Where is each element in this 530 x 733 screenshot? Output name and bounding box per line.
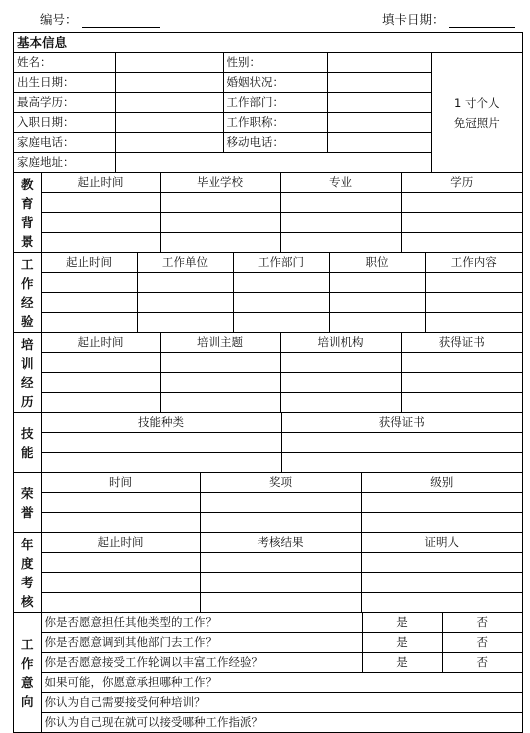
table-cell[interactable]	[41, 373, 160, 393]
home-phone-label: 家庭电话：	[14, 133, 115, 153]
entry-date-label: 入职日期：	[14, 113, 115, 133]
form-number-field[interactable]	[82, 13, 160, 28]
column-header: 起止时间	[41, 333, 160, 353]
table-cell[interactable]	[401, 233, 522, 253]
column-header: 培训机构	[280, 333, 401, 353]
table-cell[interactable]	[233, 293, 329, 313]
column-header: 工作单位	[137, 253, 233, 273]
table-row	[14, 193, 522, 213]
table-cell[interactable]	[200, 513, 361, 533]
yes-option[interactable]: 是	[362, 613, 442, 633]
table-cell[interactable]	[361, 513, 522, 533]
table-cell[interactable]	[401, 213, 522, 233]
fill-date	[382, 10, 515, 28]
position-label: 工作职称：	[223, 113, 327, 133]
column-header: 证明人	[361, 533, 522, 553]
employee-info-form	[13, 32, 523, 733]
table-row	[14, 293, 522, 313]
department-label: 工作部门：	[223, 93, 327, 113]
column-header: 专业	[280, 173, 401, 193]
table-cell[interactable]	[41, 573, 200, 593]
fill-date-field[interactable]	[449, 13, 515, 28]
table-cell[interactable]	[41, 493, 200, 513]
skills-table	[14, 413, 522, 473]
table-cell[interactable]	[280, 193, 401, 213]
mobile-label: 移动电话：	[223, 133, 327, 153]
table-cell[interactable]	[401, 193, 522, 213]
column-header: 工作内容	[425, 253, 522, 273]
table-cell[interactable]	[361, 573, 522, 593]
table-cell[interactable]	[41, 513, 200, 533]
home-phone-field[interactable]	[115, 133, 223, 153]
table-cell[interactable]	[41, 353, 160, 373]
training-section-label: 培 训 经 历	[14, 333, 41, 413]
review-section-label: 年 度 考 核	[14, 533, 41, 613]
honors-table	[14, 473, 522, 533]
column-header: 获得证书	[281, 413, 522, 433]
table-row	[14, 273, 522, 293]
yes-option[interactable]: 是	[362, 653, 442, 673]
yes-option[interactable]: 是	[362, 633, 442, 653]
table-cell[interactable]	[280, 233, 401, 253]
photo-line-2: 免冠照片	[453, 115, 500, 130]
marriage-field[interactable]	[327, 73, 431, 93]
form-number	[40, 10, 160, 28]
training-table	[14, 333, 522, 413]
fill-date-label: 填卡日期：	[382, 12, 445, 27]
table-cell[interactable]	[137, 313, 233, 333]
table-cell[interactable]	[137, 273, 233, 293]
gender-label: 性别：	[223, 53, 327, 73]
table-row	[14, 373, 522, 393]
table-cell[interactable]	[41, 593, 200, 613]
table-cell[interactable]	[41, 453, 281, 473]
table-cell[interactable]	[41, 393, 160, 413]
no-option[interactable]: 否	[442, 653, 522, 673]
table-row	[14, 453, 522, 473]
column-header: 职位	[329, 253, 425, 273]
table-cell[interactable]	[233, 273, 329, 293]
work-table	[14, 253, 522, 333]
table-row	[14, 313, 522, 333]
table-cell[interactable]	[329, 273, 425, 293]
table-cell[interactable]	[41, 273, 137, 293]
column-header: 起止时间	[41, 253, 137, 273]
review-table	[14, 533, 522, 613]
table-row	[14, 433, 522, 453]
intent-question-2: 你是否愿意调到其他部门去工作？	[41, 633, 362, 653]
intent-question-6[interactable]: 你认为自己现在就可以接受哪种工作指派？	[41, 713, 522, 733]
table-row	[14, 513, 522, 533]
table-cell[interactable]	[160, 193, 280, 213]
table-cell[interactable]	[200, 573, 361, 593]
basic-info-table	[14, 33, 522, 173]
table-cell[interactable]	[160, 393, 280, 413]
birth-field[interactable]	[115, 73, 223, 93]
table-row	[14, 593, 522, 613]
table-cell[interactable]	[280, 393, 401, 413]
column-header: 获得证书	[401, 333, 522, 353]
table-cell[interactable]	[41, 433, 281, 453]
table-cell[interactable]	[160, 213, 280, 233]
education-table	[14, 173, 522, 253]
table-row	[14, 393, 522, 413]
table-row	[14, 493, 522, 513]
table-cell[interactable]	[329, 313, 425, 333]
address-field[interactable]	[115, 153, 431, 173]
table-cell[interactable]	[401, 373, 522, 393]
table-cell[interactable]	[41, 193, 160, 213]
department-field[interactable]	[327, 93, 431, 113]
table-cell[interactable]	[401, 393, 522, 413]
table-row	[14, 213, 522, 233]
table-cell[interactable]	[233, 313, 329, 333]
photo-box[interactable]	[431, 53, 522, 173]
marriage-label: 婚姻状况：	[223, 73, 327, 93]
column-header: 考核结果	[200, 533, 361, 553]
column-header: 起止时间	[41, 173, 160, 193]
gender-field[interactable]	[327, 53, 431, 73]
table-cell[interactable]	[160, 233, 280, 253]
table-cell[interactable]	[329, 293, 425, 313]
column-header: 培训主题	[160, 333, 280, 353]
mobile-field[interactable]	[327, 133, 431, 153]
education-label: 最高学历：	[14, 93, 115, 113]
address-label: 家庭地址：	[14, 153, 115, 173]
table-cell[interactable]	[280, 353, 401, 373]
table-row	[14, 233, 522, 253]
table-cell[interactable]	[425, 273, 522, 293]
table-cell[interactable]	[200, 593, 361, 613]
column-header: 学历	[401, 173, 522, 193]
intent-section-label: 工 作 意 向	[14, 613, 41, 733]
no-option[interactable]: 否	[442, 633, 522, 653]
basic-info-title: 基本信息	[14, 33, 522, 53]
birth-label: 出生日期：	[14, 73, 115, 93]
name-field[interactable]	[115, 53, 223, 73]
table-cell[interactable]	[41, 233, 160, 253]
column-header: 级别	[361, 473, 522, 493]
table-cell[interactable]	[425, 293, 522, 313]
table-cell[interactable]	[41, 293, 137, 313]
table-cell[interactable]	[280, 373, 401, 393]
column-header: 时间	[41, 473, 200, 493]
column-header: 起止时间	[41, 533, 200, 553]
intent-question-3: 你是否愿意接受工作轮调以丰富工作经验？	[41, 653, 362, 673]
table-cell[interactable]	[137, 293, 233, 313]
skills-section-label: 技 能	[14, 413, 41, 473]
form-number-label: 编号：	[40, 12, 78, 27]
table-cell[interactable]	[281, 453, 522, 473]
photo-line-1: 1 寸个人	[454, 95, 500, 110]
table-row	[14, 553, 522, 573]
column-header: 奖项	[200, 473, 361, 493]
position-field[interactable]	[327, 113, 431, 133]
table-cell[interactable]	[160, 353, 280, 373]
form-header	[0, 8, 530, 28]
table-cell[interactable]	[361, 593, 522, 613]
entry-date-field[interactable]	[115, 113, 223, 133]
table-cell[interactable]	[200, 553, 361, 573]
table-cell[interactable]	[401, 353, 522, 373]
no-option[interactable]: 否	[442, 613, 522, 633]
table-cell[interactable]	[41, 313, 137, 333]
table-cell[interactable]	[160, 373, 280, 393]
work-section-label: 工 作 经 验	[14, 253, 41, 333]
intent-question-4[interactable]: 如果可能，你愿意承担哪种工作？	[41, 673, 522, 693]
intent-question-5[interactable]: 你认为自己需要接受何种培训？	[41, 693, 522, 713]
column-header: 技能种类	[41, 413, 281, 433]
education-field[interactable]	[115, 93, 223, 113]
column-header: 工作部门	[233, 253, 329, 273]
table-row	[14, 353, 522, 373]
table-cell[interactable]	[361, 493, 522, 513]
education-section-label: 教 育 背 景	[14, 173, 41, 253]
column-header: 毕业学校	[160, 173, 280, 193]
table-cell[interactable]	[425, 313, 522, 333]
table-cell[interactable]	[280, 213, 401, 233]
honors-section-label: 荣 誉	[14, 473, 41, 533]
intent-question-1: 你是否愿意担任其他类型的工作？	[41, 613, 362, 633]
name-label: 姓名：	[14, 53, 115, 73]
table-cell[interactable]	[361, 553, 522, 573]
table-cell[interactable]	[200, 493, 361, 513]
table-row	[14, 573, 522, 593]
table-cell[interactable]	[41, 553, 200, 573]
table-cell[interactable]	[41, 213, 160, 233]
table-cell[interactable]	[281, 433, 522, 453]
intent-table	[14, 613, 522, 733]
